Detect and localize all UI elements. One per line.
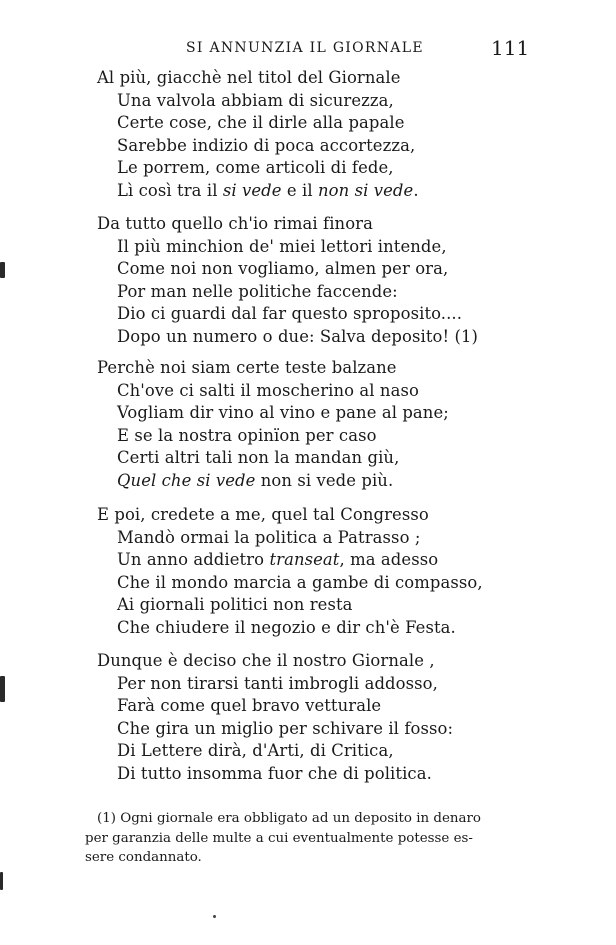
poem-line: [97, 740, 537, 763]
poem-line: [97, 763, 537, 786]
line-text: Per non tirarsi tanti imbrogli addosso,: [117, 673, 438, 693]
ink-speck: [213, 915, 216, 918]
poem-line: [97, 425, 537, 448]
italic-phrase: si vede: [222, 180, 282, 200]
poem-line: [97, 650, 537, 673]
poem-line: [97, 549, 537, 572]
poem-line: [97, 236, 537, 259]
italic-phrase: transeat: [269, 550, 340, 570]
line-text: Da tutto quello ch'io rimai finora: [97, 214, 373, 233]
page-edge-mark: [0, 676, 5, 702]
line-text: Por man nelle politiche faccende:: [117, 281, 398, 301]
poem-line: [97, 135, 537, 158]
line-text: Che il mondo marcia a gambe di compasso,: [117, 572, 483, 592]
line-text: .: [413, 180, 419, 200]
poem-line: [97, 402, 537, 425]
poem-line: [97, 572, 537, 595]
line-text: Come noi non vogliamo, almen per ora,: [117, 259, 449, 279]
line-text: Dio ci guardi dal far questo sproposito....: [117, 304, 463, 324]
line-text: Che gira un miglio per schivare il fosso:: [117, 718, 454, 738]
poem-line: [97, 594, 537, 617]
poem-line: [97, 673, 537, 696]
poem-line: [97, 112, 537, 135]
line-text: Lì così tra il: [117, 180, 223, 200]
poem-line: [97, 504, 537, 527]
poem-stanza: [97, 650, 537, 786]
line-text: Un anno addietro: [117, 550, 270, 570]
page-edge-mark: [0, 872, 3, 890]
poem-line: [97, 180, 537, 203]
line-text: , ma adesso: [339, 550, 439, 570]
line-text: E se la nostra opinïon per caso: [117, 425, 377, 445]
footnote-line: per garanzia delle multe a cui eventualmente potesse es-: [85, 830, 473, 846]
poem-line: [97, 157, 537, 180]
poem-stanza: [97, 213, 537, 349]
line-text: Farà come quel bravo vetturale: [117, 696, 382, 716]
poem-line: [97, 447, 537, 470]
line-text: Le porrem, come articoli di fede,: [117, 158, 394, 178]
poem-line: [97, 67, 537, 90]
line-text: e il: [281, 180, 318, 200]
line-text: Che chiudere il negozio e dir ch'è Festa.: [117, 617, 456, 637]
poem-line: [97, 258, 537, 281]
poem-line: [97, 357, 537, 380]
line-text: Dunque è deciso che il nostro Giornale ,: [97, 651, 435, 670]
line-text: Una valvola abbiam di sicurezza,: [117, 90, 394, 110]
line-text: Dopo un numero o due: Salva deposito! (1): [117, 326, 478, 346]
line-text: Certi altri tali non la mandan giù,: [117, 448, 400, 468]
poem-line: [97, 470, 537, 493]
running-title: SI ANNUNZIA IL GIORNALE: [186, 40, 424, 56]
line-text: E poi, credete a me, quel tal Congresso: [97, 505, 429, 524]
line-text: Sarebbe indizio di poca accortezza,: [117, 135, 416, 155]
line-text: Perchè noi siam certe teste balzane: [97, 358, 397, 377]
page-edge-mark: [0, 262, 5, 278]
poem-line: [97, 617, 537, 640]
line-text: Di Lettere dirà, d'Arti, di Critica,: [117, 741, 394, 761]
line-text: non si vede più.: [255, 470, 394, 490]
poem-line: [97, 695, 537, 718]
footnote: [85, 809, 545, 868]
footnote-line: sere condannato.: [85, 850, 202, 865]
italic-phrase: non si vede: [318, 180, 414, 200]
footnote-line: (1) Ogni giornale era obbligato ad un deposito in denaro: [97, 811, 481, 826]
poem-line: [97, 326, 537, 349]
line-text: Di tutto insomma fuor che di politica.: [117, 763, 432, 783]
line-text: Vogliam dir vino al vino e pane al pane;: [117, 403, 449, 423]
line-text: Ai giornali politici non resta: [117, 595, 353, 615]
poem-line: [97, 718, 537, 741]
line-text: Al più, giacchè nel titol del Giornale: [97, 68, 401, 87]
page-number: 111: [491, 36, 530, 60]
poem-line: [97, 90, 537, 113]
poem-stanza: [97, 357, 537, 493]
line-text: Il più minchion de' miei lettori intende,: [117, 236, 447, 256]
poem-line: [97, 281, 537, 304]
poem-line: [97, 303, 537, 326]
line-text: Certe cose, che il dirle alla papale: [117, 113, 405, 133]
line-text: Mandò ormai la politica a Patrasso ;: [117, 527, 421, 547]
page-header: [0, 36, 616, 60]
poem-stanza: [97, 67, 537, 203]
poem-stanza: [97, 504, 537, 640]
poem-line: [97, 527, 537, 550]
poem-line: [97, 380, 537, 403]
italic-phrase: Quel che si vede: [117, 470, 256, 490]
line-text: Ch'ove ci salti il moscherino al naso: [117, 380, 419, 400]
poem-line: [97, 213, 537, 236]
